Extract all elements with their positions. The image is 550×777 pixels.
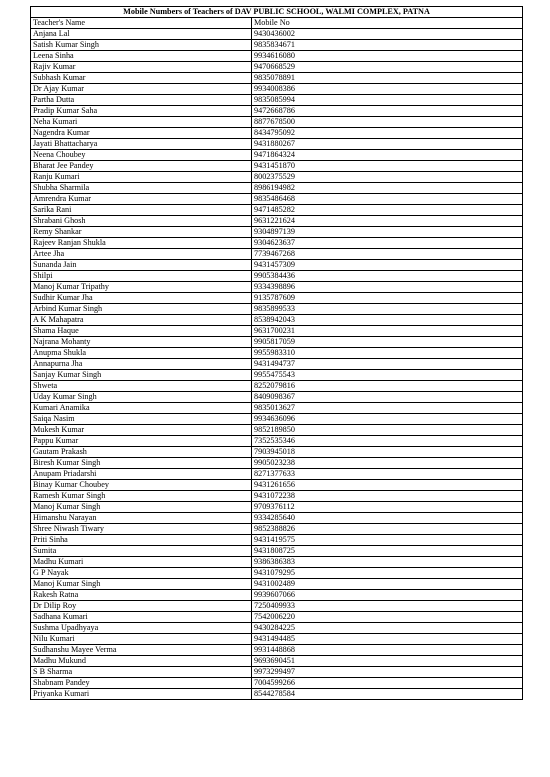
table-row [31,678,523,689]
teacher-name-cell: Rakesh Ratna [31,590,252,601]
mobile-number-cell: 9835085994 [252,95,523,106]
mobile-number-cell: 9934008386 [252,84,523,95]
mobile-number-cell: 9631700231 [252,326,523,337]
mobile-number-cell: 8271377633 [252,469,523,480]
teacher-name-cell: Anupma Shukla [31,348,252,359]
table-row [31,282,523,293]
mobile-number-cell: 9431419575 [252,535,523,546]
table-row [31,601,523,612]
mobile-number-cell: 8434795092 [252,128,523,139]
table-row [31,348,523,359]
mobile-number-cell: 9835078891 [252,73,523,84]
mobile-number-cell: 7542006220 [252,612,523,623]
table-row [31,590,523,601]
teacher-name-cell: Manoj Kumar Singh [31,502,252,513]
mobile-number-cell: 9835899533 [252,304,523,315]
teacher-name-cell: G P Nayak [31,568,252,579]
teacher-name-cell: Neena Choubey [31,150,252,161]
table-row [31,689,523,700]
teacher-name-cell: Sadhana Kumari [31,612,252,623]
teacher-name-cell: Shweta [31,381,252,392]
mobile-number-cell: 7004599266 [252,678,523,689]
table-row [31,359,523,370]
table-row [31,293,523,304]
teacher-name-cell: Remy Shankar [31,227,252,238]
teacher-name-cell: A K Mahapatra [31,315,252,326]
table-row [31,535,523,546]
mobile-number-cell: 9472668786 [252,106,523,117]
table-row [31,51,523,62]
table-row [31,546,523,557]
table-row [31,238,523,249]
mobile-number-cell: 9386386383 [252,557,523,568]
table-row [31,414,523,425]
teacher-name-cell: Neha Kumari [31,117,252,128]
teacher-name-cell: Partha Dutta [31,95,252,106]
mobile-number-cell: 9631221624 [252,216,523,227]
mobile-number-cell: 9431880267 [252,139,523,150]
table-row [31,150,523,161]
mobile-number-cell: 9835486468 [252,194,523,205]
mobile-number-cell: 9304623637 [252,238,523,249]
teacher-name-cell: Mukesh Kumar [31,425,252,436]
table-row [31,271,523,282]
teacher-name-cell: Priyanka Kumari [31,689,252,700]
table-row [31,227,523,238]
mobile-number-cell: 9431451870 [252,161,523,172]
teacher-name-cell: Annapurna Jha [31,359,252,370]
table-row [31,524,523,535]
table-row [31,469,523,480]
mobile-number-cell: 8877678500 [252,117,523,128]
table-row [31,172,523,183]
teacher-name-cell: Anjana Lal [31,29,252,40]
teacher-name-cell: Jayati Bhattacharya [31,139,252,150]
table-row [31,183,523,194]
table-row [31,29,523,40]
mobile-number-cell: 9471864324 [252,150,523,161]
table-row [31,205,523,216]
mobile-number-cell: 9835834671 [252,40,523,51]
teacher-name-cell: Arbind Kumar Singh [31,304,252,315]
teacher-name-cell: Manoj Kumar Singh [31,579,252,590]
table-row [31,480,523,491]
teacher-name-cell: Himanshu Narayan [31,513,252,524]
table-row [31,161,523,172]
teacher-name-cell: Shree Niwash Tiwary [31,524,252,535]
teacher-name-cell: Pappu Kumar [31,436,252,447]
teacher-name-cell: Shilpi [31,271,252,282]
table-row [31,106,523,117]
teacher-name-cell: Shama Haque [31,326,252,337]
table-row [31,447,523,458]
mobile-number-cell: 9905384436 [252,271,523,282]
mobile-number-cell: 9905023238 [252,458,523,469]
table-row [31,425,523,436]
teacher-name-cell: Rajeev Ranjan Shukla [31,238,252,249]
table-row [31,403,523,414]
mobile-number-cell: 8986194982 [252,183,523,194]
table-row [31,381,523,392]
mobile-number-cell: 9334398896 [252,282,523,293]
teacher-name-cell: Dr Dilip Roy [31,601,252,612]
mobile-number-cell: 7250409933 [252,601,523,612]
mobile-number-cell: 9931448868 [252,645,523,656]
teacher-name-cell: Gautam Prakash [31,447,252,458]
table-row [31,84,523,95]
table-row [31,194,523,205]
table-row [31,513,523,524]
mobile-number-cell: 9431079295 [252,568,523,579]
mobile-number-cell: 9955475543 [252,370,523,381]
mobile-number-cell: 8538942043 [252,315,523,326]
mobile-number-cell: 9470668529 [252,62,523,73]
table-row [31,623,523,634]
mobile-number-cell: 9934636096 [252,414,523,425]
teacher-name-cell: Uday Kumar Singh [31,392,252,403]
table-body [31,29,523,700]
teacher-name-cell: Anupam Priadarshi [31,469,252,480]
teacher-name-cell: Nagendra Kumar [31,128,252,139]
table-row [31,337,523,348]
table-row [31,117,523,128]
table-row [31,392,523,403]
mobile-number-cell: 9693690451 [252,656,523,667]
teacher-name-cell: Ramesh Kumar Singh [31,491,252,502]
mobile-number-cell: 7739467268 [252,249,523,260]
table-row [31,612,523,623]
table-row [31,568,523,579]
table-row [31,370,523,381]
teacher-name-cell: Saiqa Nasim [31,414,252,425]
table-row [31,260,523,271]
table-row [31,40,523,51]
table-row [31,634,523,645]
table-row [31,304,523,315]
teacher-name-cell: Rajiv Kumar [31,62,252,73]
mobile-number-cell: 9431457309 [252,260,523,271]
column-header-name: Teacher's Name [31,18,252,29]
teacher-name-cell: Nilu Kumari [31,634,252,645]
mobile-number-cell: 9431002489 [252,579,523,590]
teacher-name-cell: Sunanda Jain [31,260,252,271]
table-row [31,249,523,260]
mobile-number-cell: 7903945018 [252,447,523,458]
mobile-number-cell: 9973299497 [252,667,523,678]
teacher-name-cell: Ranju Kumari [31,172,252,183]
mobile-number-cell: 9135787609 [252,293,523,304]
teacher-name-cell: Sushma Upadhyaya [31,623,252,634]
mobile-number-cell: 9709376112 [252,502,523,513]
table-row [31,139,523,150]
mobile-number-cell: 9431808725 [252,546,523,557]
mobile-number-cell: 8409098367 [252,392,523,403]
table-row [31,326,523,337]
teacher-name-cell: Sumita [31,546,252,557]
teacher-name-cell: Sudhanshu Mayee Verma [31,645,252,656]
teacher-name-cell: Leena Sinha [31,51,252,62]
teacher-name-cell: Biresh Kumar Singh [31,458,252,469]
teacher-name-cell: Artee Jha [31,249,252,260]
teacher-name-cell: Priti Sinha [31,535,252,546]
mobile-number-cell: 8544278584 [252,689,523,700]
teacher-mobile-sheet [30,6,522,700]
table-row [31,491,523,502]
teacher-name-cell: Shubha Sharmila [31,183,252,194]
teacher-name-cell: Dr Ajay Kumar [31,84,252,95]
mobile-number-cell: 9430436002 [252,29,523,40]
table-title: Mobile Numbers of Teachers of DAV PUBLIC SCHOOL, WALMI COMPLEX, PATNA [31,7,523,18]
mobile-number-cell: 9431494485 [252,634,523,645]
teacher-name-cell: Pradip Kumar Saha [31,106,252,117]
teacher-name-cell: Satish Kumar Singh [31,40,252,51]
mobile-number-cell: 9431261656 [252,480,523,491]
mobile-number-cell: 8002375529 [252,172,523,183]
table-row [31,656,523,667]
mobile-number-cell: 9852388826 [252,524,523,535]
teacher-name-cell: Kumari Anamika [31,403,252,414]
teacher-name-cell: Sudhir Kumar Jha [31,293,252,304]
mobile-number-cell: 9471485282 [252,205,523,216]
mobile-number-cell: 7352535346 [252,436,523,447]
mobile-number-cell: 9431494737 [252,359,523,370]
teacher-name-cell: Sarika Rani [31,205,252,216]
mobile-number-cell: 9905817059 [252,337,523,348]
table-row [31,315,523,326]
table-row [31,436,523,447]
teacher-mobile-table [30,6,523,700]
table-row [31,458,523,469]
mobile-number-cell: 9852189850 [252,425,523,436]
table-row [31,645,523,656]
table-row [31,216,523,227]
mobile-number-cell: 9955983310 [252,348,523,359]
title-row [31,7,523,18]
teacher-name-cell: Madhu Kumari [31,557,252,568]
table-row [31,579,523,590]
teacher-name-cell: Najrana Mohanty [31,337,252,348]
teacher-name-cell: Shrabani Ghosh [31,216,252,227]
table-row [31,557,523,568]
mobile-number-cell: 9431072238 [252,491,523,502]
teacher-name-cell: Manoj Kumar Tripathy [31,282,252,293]
teacher-name-cell: Sanjay Kumar Singh [31,370,252,381]
mobile-number-cell: 9934616080 [252,51,523,62]
table-row [31,62,523,73]
teacher-name-cell: Shabnam Pandey [31,678,252,689]
table-row [31,502,523,513]
teacher-name-cell: Amrendra Kumar [31,194,252,205]
mobile-number-cell: 9334285640 [252,513,523,524]
mobile-number-cell: 8252079816 [252,381,523,392]
mobile-number-cell: 9939607066 [252,590,523,601]
header-row [31,18,523,29]
teacher-name-cell: Bharat Jee Pandey [31,161,252,172]
mobile-number-cell: 9304897139 [252,227,523,238]
teacher-name-cell: Subhash Kumar [31,73,252,84]
table-row [31,95,523,106]
mobile-number-cell: 9430284225 [252,623,523,634]
teacher-name-cell: S B Sharma [31,667,252,678]
column-header-mobile: Mobile No [252,18,523,29]
mobile-number-cell: 9835013627 [252,403,523,414]
teacher-name-cell: Madhu Mukund [31,656,252,667]
teacher-name-cell: Binay Kumar Choubey [31,480,252,491]
table-row [31,128,523,139]
table-row [31,667,523,678]
table-row [31,73,523,84]
